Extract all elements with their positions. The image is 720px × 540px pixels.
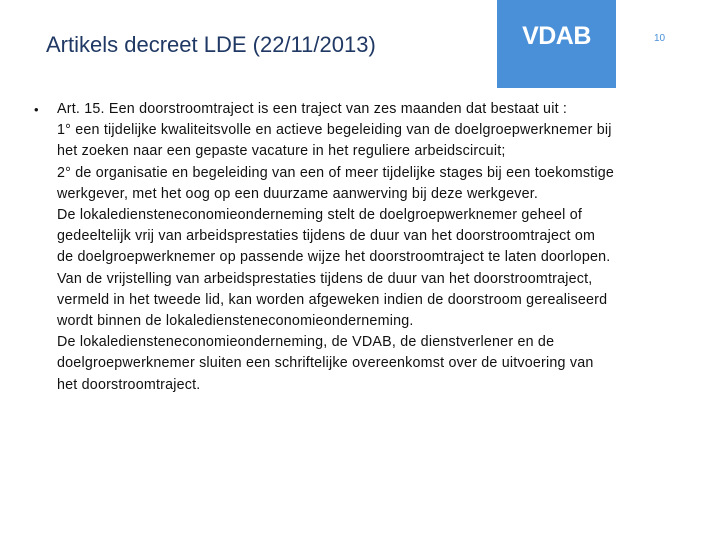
body-line: De lokalediensteneconomieonderneming, de VDAB, de dienstverlener en de	[57, 334, 555, 351]
vdab-logo-text: VDAB	[522, 22, 591, 50]
bullet-icon: •	[34, 102, 39, 117]
body-line: werkgever, met het oog op een duurzame aanwerving bij deze werkgever.	[57, 185, 539, 202]
vdab-logo	[497, 0, 616, 88]
body-line: Art. 15. Een doorstroomtraject is een traject van zes maanden dat bestaat uit :	[57, 101, 568, 117]
body-line: Van de vrijstelling van arbeidsprestaties tijdens de duur van het doorstroomtraject,	[57, 270, 593, 287]
slide-title: Artikels decreet LDE (22/11/2013)	[46, 32, 376, 57]
body-line: 2° de organisatie en begeleiding van een of meer tijdelijke stages bij een toekomstige	[57, 164, 615, 181]
body-line: gedeeltelijk vrij van arbeidsprestaties tijdens de duur van het doorstroomtraject om	[57, 228, 596, 245]
body-line: 1° een tijdelijke kwaliteitsvolle en actieve begeleiding van de doelgroepwerknemer bij	[57, 122, 612, 139]
body-line: het zoeken naar een gepaste vacature in het reguliere arbeidscircuit;	[57, 143, 506, 160]
body-text	[57, 99, 707, 396]
body-line: vermeld in het tweede lid, kan worden afgeweken indien de doorstroom gerealiseerd	[57, 291, 608, 308]
body-line: wordt binnen de lokalediensteneconomieonderneming.	[57, 313, 414, 330]
body-line: het doorstroomtraject.	[57, 376, 201, 393]
body-line: De lokalediensteneconomieonderneming stelt de doelgroepwerknemer geheel of	[57, 207, 583, 224]
body-line: de doelgroepwerknemer op passende wijze het doorstroomtraject te laten doorlopen.	[57, 249, 611, 266]
body-line: doelgroepwerknemer sluiten een schriftelijke overeenkomst over de uitvoering van	[57, 355, 594, 372]
page-number: 10	[654, 33, 666, 44]
